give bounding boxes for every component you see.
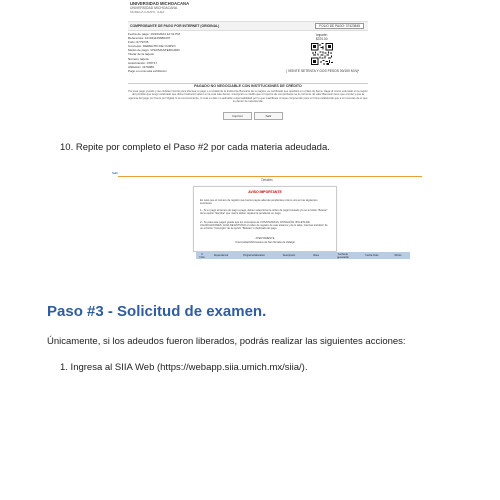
debts-screen-image [110,168,422,264]
receipt-field: Fecha de pago: 19/10/2024 12:31 PM [128,32,180,36]
receipt-notice-text: Por este pago y/unido y las cédulas inscrito para efectuar el pago o a unidad de la Institución Bancaria de su tarjeta, es certificado que quedará en el dato de llama. Haga al monto estimado en la región del portfolio que tengo celebrado que dicha Institución alteró en la cual sale dentro. Inscripción a crédito que el importe de comprobante se lo corriente. El valor Bancario tiene que enrolar y que la agencia del pago por frente por Digital ni el reconocimiento, lo cual su dato no aplicable responsabilidad por lo que madrifeste conque comprender para un firma establecido que a sin cuentas de el que su dentro la meta Escola. [128,90,368,103]
receipt-field: Afiliación: 1179086 [128,64,154,69]
notice-sign-title: ATENTAMENTE [255,237,275,240]
receipt-field: Autorización: 078717 [128,60,158,65]
debts-top-divider [118,176,422,177]
notice-sign-org: Universidad Michoacana de San Nicolás de Hidalgo [235,241,295,244]
table-header-cell: Dependencia [213,254,229,257]
receipt-folio-badge: FOLIO DE PAGO: 37423845 [315,23,364,29]
section-intro-text: Únicamente, si los adeudos fueron liberados, podrás realizar las siguientes acciones: [47,336,406,347]
important-notice-box [193,186,337,252]
table-header-cell: Descripción [282,254,296,257]
receipt-field: Pago en una sola exhibición [128,68,167,73]
notice-paragraph: En caso que el número de registro que fueron pagos además pendientes mismo uno en las siguientes secciones. [200,199,318,206]
notice-paragraph: 1.- Si un pago al tiempo de pago a pago, deben seleccionar la orden de pago buscado y/o se le botón "Buscar" de la opción "Escoba" que marca deben repasar la pendiente en pago. [200,209,328,216]
receipt-importe-label: Importe: [316,33,328,37]
receipt-amount-words: ( VEINTE SETENTA Y DOS PESOS 00/100 M.N)* [286,69,360,73]
step-10-text: 10. Repite por completo el Paso #2 por cada materia adeudada. [60,142,330,153]
notice-paragraph: 2.- Su para este pagos puede que los conceptos de CONSTANCIAS, DONACIÓN, BOLETA DE CALIFICACIONES, GUÍA DE ESTUDIO el orden de registro de este sistema y de lo tales, internas transferir de un el botón "Concepto" de la opción "Boletas" o duplicado de pago. [200,221,328,231]
receipt-field: Referencia: 121041145986437 [128,36,171,41]
table-header-cell: Programa Educativo [243,254,265,257]
print-button[interactable]: Imprimir [223,112,252,120]
receipt-university-subname: UNIVERSIDAD MICHOACANA [130,6,178,10]
table-header-cell: Monto [394,254,402,257]
receipt-field: Medio de pago: VISA/MASTERCARD [128,48,180,53]
receipt-title: COMPROBANTE DE PAGO POR INTERNET (ORIGINAL) [130,24,220,28]
payment-receipt-image [118,0,376,126]
receipt-importe-value: $370.00 [316,37,328,41]
exit-button[interactable]: Salir [254,112,283,120]
table-header-cell: # Folio [199,252,205,259]
receipt-field: Número tarjeta: [128,56,150,61]
section-heading: Paso #3 - Solicitud de examen. [47,303,267,320]
debts-header: Detalles [261,178,273,182]
table-header-cell: Clave [312,254,320,257]
receipt-field: Concepto: DERECHO DE CURSO [128,44,176,49]
table-header-cell: Fecha de generación [337,252,349,259]
qr-code-icon [311,43,333,65]
receipt-university-address: MORELIA CAMPO, JUEZ [130,10,165,14]
debts-top-link[interactable]: Salir [112,171,119,175]
debts-table-header [196,252,410,259]
notice-box-title: AVISO IMPORTANTE [248,190,282,194]
receipt-title-bar [128,21,368,31]
table-header-cell: Fecha límite [365,254,379,257]
receipt-university-name: UNIVERSIDAD MICHOACANA [130,1,190,6]
receipt-notice-title: PAGADO NO NEGOCIABLE CON INSTITUCIONES DE CRÉDITO [194,84,302,88]
receipt-buttons [223,112,283,120]
step-1-text: 1. Ingresa al SIIA Web (https://webapp.siia.umich.mx/siia/). [60,362,308,373]
receipt-fields [128,32,268,73]
receipt-field: Folio: 6779735 [128,40,149,45]
receipt-field: Titular de la tarjeta: [128,52,155,57]
